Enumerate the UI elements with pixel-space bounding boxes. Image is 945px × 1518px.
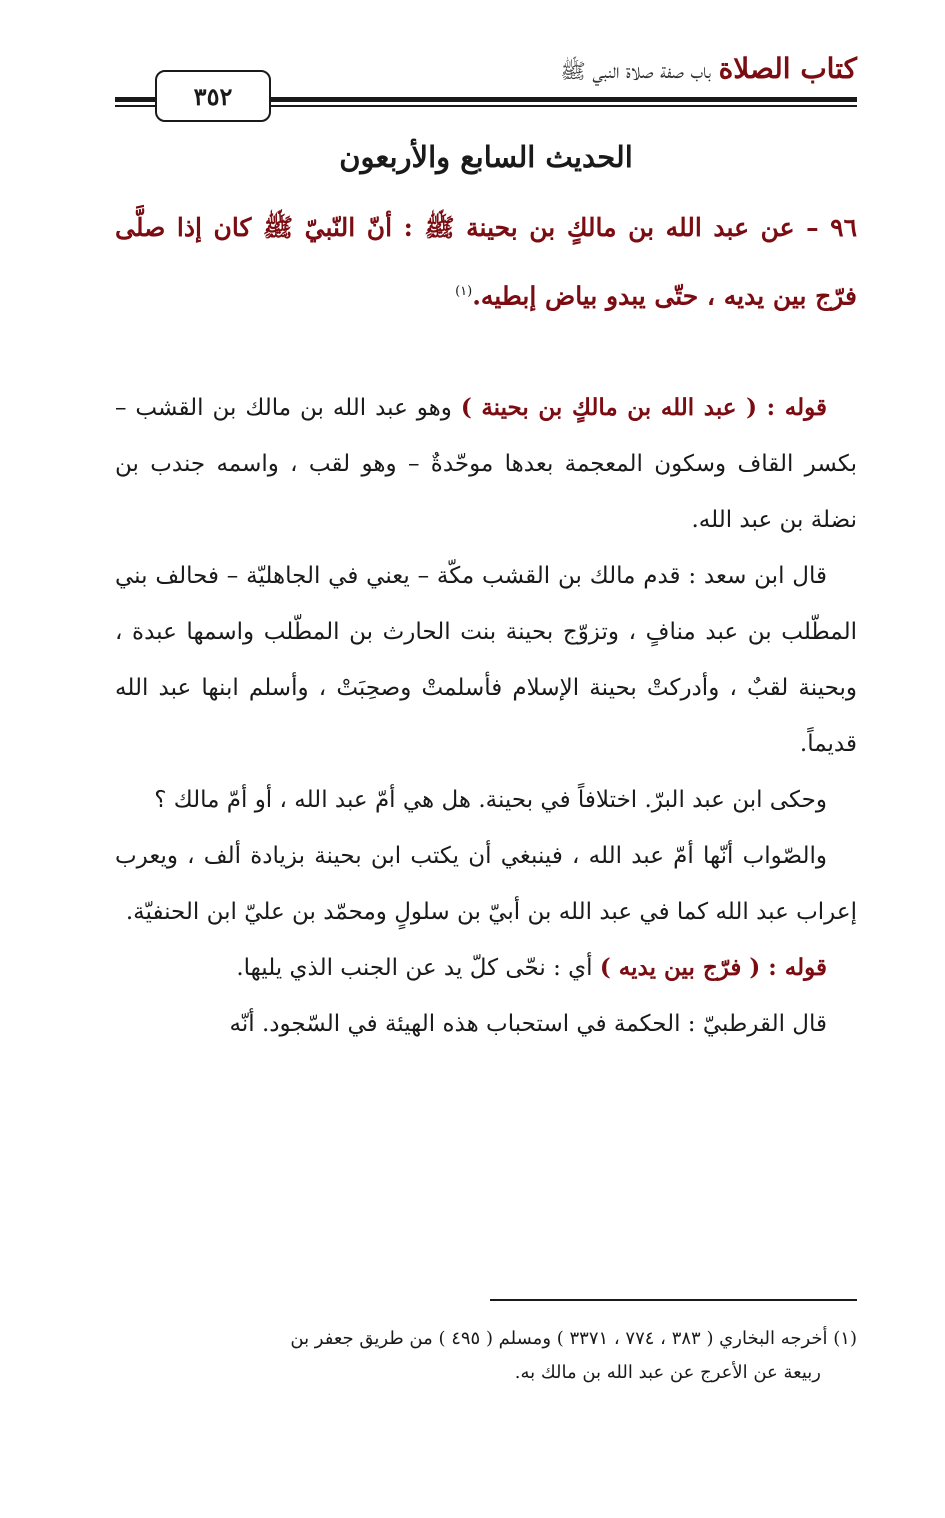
commentary-paragraph-6: قال القرطبيّ : الحكمة في استحباب هذه الهيئة في السّجود. أنّه bbox=[229, 1011, 827, 1037]
footnote-line-1: (١) أخرجه البخاري ( ٣٨٣ ، ٧٧٤ ، ٣٣٧١ ) ومسلم ( ٤٩٥ ) من طريق جعفر بن bbox=[290, 1328, 857, 1349]
chapter-title: باب صفة صلاة النبي ﷺ bbox=[560, 59, 711, 83]
paragraph-1-text: وهو عبد الله بن مالك بن القشب – بكسر القاف وسكون المعجمة بعدها موحّدةٌ – وهو لقب ، واسمه جندب بن نضلة بن عبد الله. bbox=[115, 395, 857, 533]
page-number: ٣٥٢ bbox=[193, 81, 233, 111]
commentary-paragraph-5 bbox=[115, 940, 857, 996]
paragraph-5-text: أي : نحّى كلّ يد عن الجنب الذي يليها. bbox=[236, 955, 600, 981]
quote-label-2: قوله : ( فرّج بين يديه ) bbox=[599, 954, 827, 981]
hadith-text: ٩٦ – عن عبد الله بن مالكٍ بن بحينة ﷺ : أنّ النّبيّ ﷺ كان إذا صلَّى فرّج بين يديه ، حتّى يبدو بياض إبطيه. bbox=[115, 213, 857, 311]
book-title: كتاب الصلاة bbox=[718, 52, 857, 85]
running-header bbox=[560, 52, 857, 89]
commentary-paragraph-4: والصّواب أنّها أمّ عبد الله ، فينبغي أن يكتب ابن بحينة بزيادة ألف ، ويعرب إعراب عبد الله كما في عبد الله بن أبيّ بن سلولٍ ومحمّد بن عليّ ابن الحنفيّة. bbox=[115, 843, 857, 925]
footnote-line-2: ربيعة عن الأعرج عن عبد الله بن مالك به. bbox=[514, 1362, 821, 1383]
quote-label-1: قوله : ( عبد الله بن مالكٍ بن بحينة ) bbox=[460, 394, 827, 421]
footnote-separator bbox=[490, 1299, 857, 1301]
commentary-paragraph-2: قال ابن سعد : قدم مالك بن القشب مكّة – يعني في الجاهليّة – فحالف بني المطّلب بن عبد منافٍ ، وتزوّج بحينة بنت الحارث بن المطّلب واسمها عبدة ، وبحينة لقبٌ ، وأدركتْ بحينة الإسلام فأسلمتْ وصحِبَتْ ، وأسلم ابنها عبد الله قديماً. bbox=[115, 563, 857, 757]
footnote-marker: (١) bbox=[455, 284, 473, 299]
footnote bbox=[115, 1322, 857, 1390]
commentary-paragraph-3: وحكى ابن عبد البرّ. اختلافاً في بحينة. هل هي أمّ عبد الله ، أو أمّ مالك ؟ bbox=[154, 787, 827, 813]
commentary-paragraph-1 bbox=[115, 380, 857, 548]
commentary bbox=[115, 380, 857, 1052]
hadith-text-block bbox=[115, 196, 857, 328]
hadith-title: الحديث السابع والأربعون bbox=[339, 140, 633, 174]
page-number-box bbox=[155, 70, 271, 122]
